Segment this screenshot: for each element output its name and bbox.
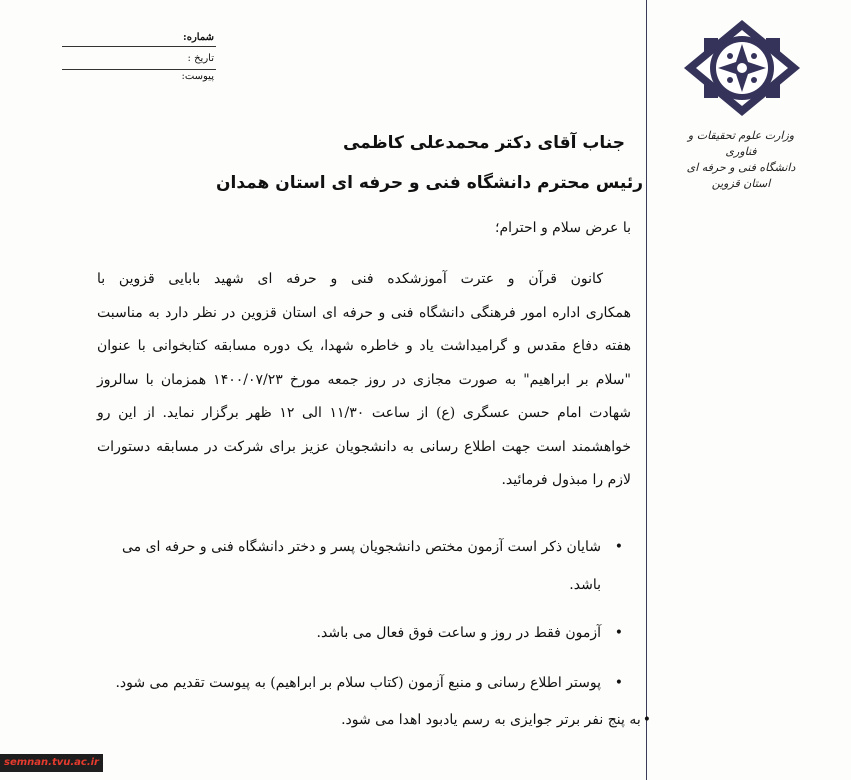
university-name: دانشگاه فنی و حرفه ای استان قزوین — [686, 161, 796, 190]
date-label: تاریخ : — [187, 53, 214, 64]
list-item — [91, 664, 631, 702]
margin-divider — [646, 0, 647, 780]
ministry-emblem-icon — [682, 18, 802, 118]
bullet-icon: • — [614, 539, 623, 555]
body-paragraph — [97, 263, 631, 498]
body-line: همکاری اداره امور فرهنگی دانشگاه فنی و حرفه ای استان قزوین در نظر دارد به مناسبت — [97, 304, 631, 321]
bullet-list — [91, 528, 631, 702]
bullet-text: آزمون فقط در روز و ساعت فوق فعال می باشد. — [316, 625, 601, 641]
body-line: شهادت امام حسن عسگری (ع) از ساعت ۱۱/۳۰ الی ۱۲ ظهر برگزار نماید. از این رو — [97, 405, 631, 421]
bullet-text: باشد. — [569, 577, 601, 593]
list-item — [91, 614, 631, 652]
site-watermark: semnan.tvu.ac.ir — [0, 754, 103, 772]
body-line: هفته دفاع مقدس و گرامیداشت یاد و خاطره شهدا، یک دوره مسابقه کتابخوانی با عنوان — [97, 338, 631, 354]
body-line: لازم را مبذول فرمائید. — [501, 472, 631, 488]
number-underline — [62, 46, 216, 47]
date-underline — [62, 69, 216, 70]
greeting: با عرض سلام و احترام؛ — [495, 220, 631, 236]
ministry-caption — [676, 128, 806, 192]
date-field — [62, 53, 216, 64]
list-item — [91, 528, 631, 604]
list-item — [341, 712, 651, 728]
bullet-icon: • — [614, 675, 623, 691]
bullet-text: شایان ذکر است آزمون مختص دانشجویان پسر و دختر دانشگاه فنی و حرفه ای می — [121, 539, 601, 555]
addressee-title: رئیس محترم دانشگاه فنی و حرفه ای استان همدان — [215, 173, 643, 193]
bullet-icon: • — [642, 712, 651, 728]
number-field — [62, 32, 216, 43]
bullet-icon: • — [614, 625, 623, 641]
body-line: خواهشمند است جهت اطلاع رسانی به دانشجویان عزیز برای شرکت در مسابقه دستورات — [97, 438, 631, 455]
body-line: کانون قرآن و عترت آموزشکده فنی و حرفه ای شهید بابایی قزوین با — [97, 271, 603, 287]
attachment-field — [62, 71, 216, 82]
bullet-text: به پنج نفر برتر جوایزی به رسم یادبود اهدا می شود. — [341, 712, 641, 728]
body-line: "سلام بر ابراهیم" به صورت مجازی در روز جمعه مورخ ۱۴۰۰/۰۷/۲۳ همزمان با سالروز — [97, 371, 631, 388]
number-label: شماره: — [183, 32, 214, 43]
bullet-text: پوستر اطلاع رسانی و منبع آزمون (کتاب سلام بر ابراهیم) به پیوست تقدیم می شود. — [115, 675, 601, 691]
attachment-label: پیوست: — [181, 71, 214, 82]
addressee-name: جناب آقای دکتر محمدعلی کاظمی — [342, 133, 625, 153]
ministry-name: وزارت علوم تحقیقات و فناوری — [687, 129, 795, 158]
